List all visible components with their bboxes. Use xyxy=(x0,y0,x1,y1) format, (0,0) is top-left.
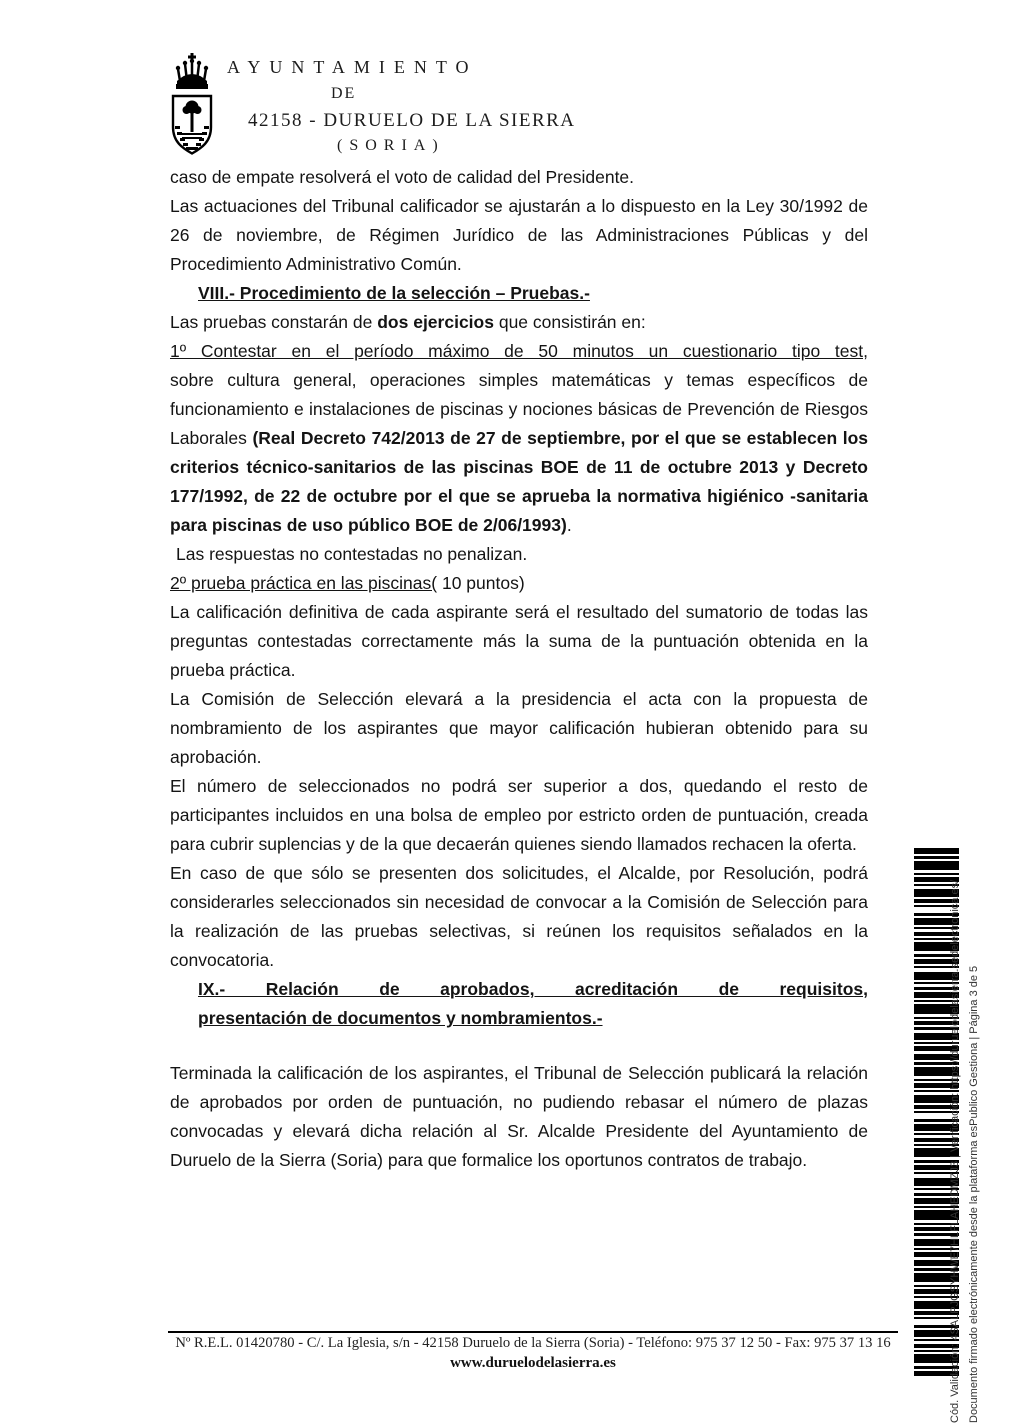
header-org-de: DE xyxy=(331,85,357,102)
para-calificacion xyxy=(170,598,868,685)
para-comision xyxy=(170,685,868,772)
para-numero xyxy=(170,772,868,859)
text-run: Terminada la calificación de los aspirantes, el Tribunal de Selección publicará la relación de aprobados por orden de puntuación, no pudiendo rebasar el número de plazas convocadas y elevará dicha relación al Sr. Alcalde Presidente del Ayuntamiento de Duruelo de la Sierra (Soria) para que formalice los oportunos contratos de trabajo. xyxy=(170,1063,868,1170)
barcode-bar xyxy=(914,861,959,870)
text-run: . xyxy=(566,515,572,535)
text-run: La calificación definitiva de cada aspirante será el resultado del sumatorio de todas las preguntas contestadas correctamente más la suma de la puntuación obtenida en la prueba práctica. xyxy=(170,602,868,680)
text-run: El número de seleccionados no podrá ser superior a dos, quedando el resto de participantes incluidos en una bolsa de empleo por estricto orden de puntuación, creada para cubrir suplencias y de la que decaerán quienes siendo llamados rechacen la oferta. xyxy=(170,776,868,854)
text-run: Las respuestas no contestadas no penalizan. xyxy=(176,544,528,564)
text-run: IX.- Relación de aprobados, acreditación de requisitos, xyxy=(198,979,868,999)
text-run: que consistirán en: xyxy=(493,312,646,332)
heading-ix-line1 xyxy=(170,975,868,1004)
text-run: sobre cultura general, operaciones simples matemáticas y temas específicos de funcionamiento e instalaciones de piscinas y nociones básicas de Prevención de Riesgos Laborales xyxy=(170,370,868,448)
text-run: Las pruebas constarán de xyxy=(170,312,378,332)
header-org-locality: 42158 - DURUELO DE LA SIERRA xyxy=(248,110,576,131)
para-solicitudes xyxy=(170,859,868,975)
document-body xyxy=(170,163,868,1175)
footer-contact-line: Nº R.E.L. 01420780 - C/. La Iglesia, s/n - 42158 Duruelo de la Sierra (Soria) - Teléfono: 975 37 12 50 - Fax: 975 37 13 16 xyxy=(175,1335,891,1351)
footer-divider xyxy=(168,1331,898,1333)
para-test-lead xyxy=(170,337,868,366)
text-run: presentación de documentos y nombramientos.- xyxy=(198,1008,603,1028)
para-empate xyxy=(170,163,868,192)
text-run: 1º Contestar en el período máximo de 50 minutos un cuestionario tipo test, xyxy=(170,341,868,361)
text-run: Las actuaciones del Tribunal calificador se ajustarán a lo dispuesto en la Ley 30/1992 de 26 de noviembre, de Régimen Jurídico de las Administraciones Públicas y del Procedimiento Administrativo Común. xyxy=(170,196,868,274)
text-run: 10 puntos) xyxy=(437,573,525,593)
footer-website: www.duruelodelasierra.es xyxy=(450,1355,616,1371)
text-run: dos ejercicios xyxy=(377,312,494,332)
para-practica xyxy=(170,569,868,598)
para-actuaciones xyxy=(170,192,868,279)
municipal-coat-of-arms-icon xyxy=(164,50,220,162)
para-respuestas xyxy=(170,540,868,569)
para-terminada xyxy=(170,1059,868,1175)
sidebar-validation-text: Cód. Validación: 4SALPJGSYHWE7HLFLAHEDMZJ3 | Verificación: https://duruelodelasierra.sedelectronica.es/ xyxy=(949,879,961,1423)
text-run: caso de empate resolverá el voto de calidad del Presidente. xyxy=(170,167,635,187)
heading-viii xyxy=(170,279,868,308)
header-org-name: AYUNTAMIENTO xyxy=(227,57,478,77)
text-run: La Comisión de Selección elevará a la presidencia el acta con la propuesta de nombramiento de los aspirantes que mayor calificación hubieran obtenido para su aprobación. xyxy=(170,689,868,767)
text-run: En caso de que sólo se presenten dos solicitudes, el Alcalde, por Resolución, podrá considerarles seleccionados sin necesidad de convocar a la Comisión de Selección para la realización de las pruebas selectivas, si reúnen los requisitos señalados en la convocatoria. xyxy=(170,863,868,970)
header-org-province: (SORIA) xyxy=(337,137,445,154)
text-run: (Real Decreto 742/2013 de 27 de septiembre, por el que se establecen los criterios técnico-sanitarios de las piscinas BOE de 11 de octubre 2013 y Decreto 177/1992, de 22 de octubre por el que se aprueba la normativa higiénico -sanitaria para piscinas de uso público BOE de 2/06/1993) xyxy=(170,428,868,535)
sidebar-signature-text: Documento firmado electrónicamente desde la plataforma esPublico Gestiona | Página 3 de 5 xyxy=(968,965,980,1423)
para-test-body xyxy=(170,366,868,540)
heading-ix-line2 xyxy=(170,1004,868,1033)
text-run: 2º prueba práctica en las piscinas( xyxy=(170,573,438,593)
text-run: VIII.- Procedimiento de la selección – Pruebas.- xyxy=(198,283,590,303)
para-ejercicios xyxy=(170,308,868,337)
